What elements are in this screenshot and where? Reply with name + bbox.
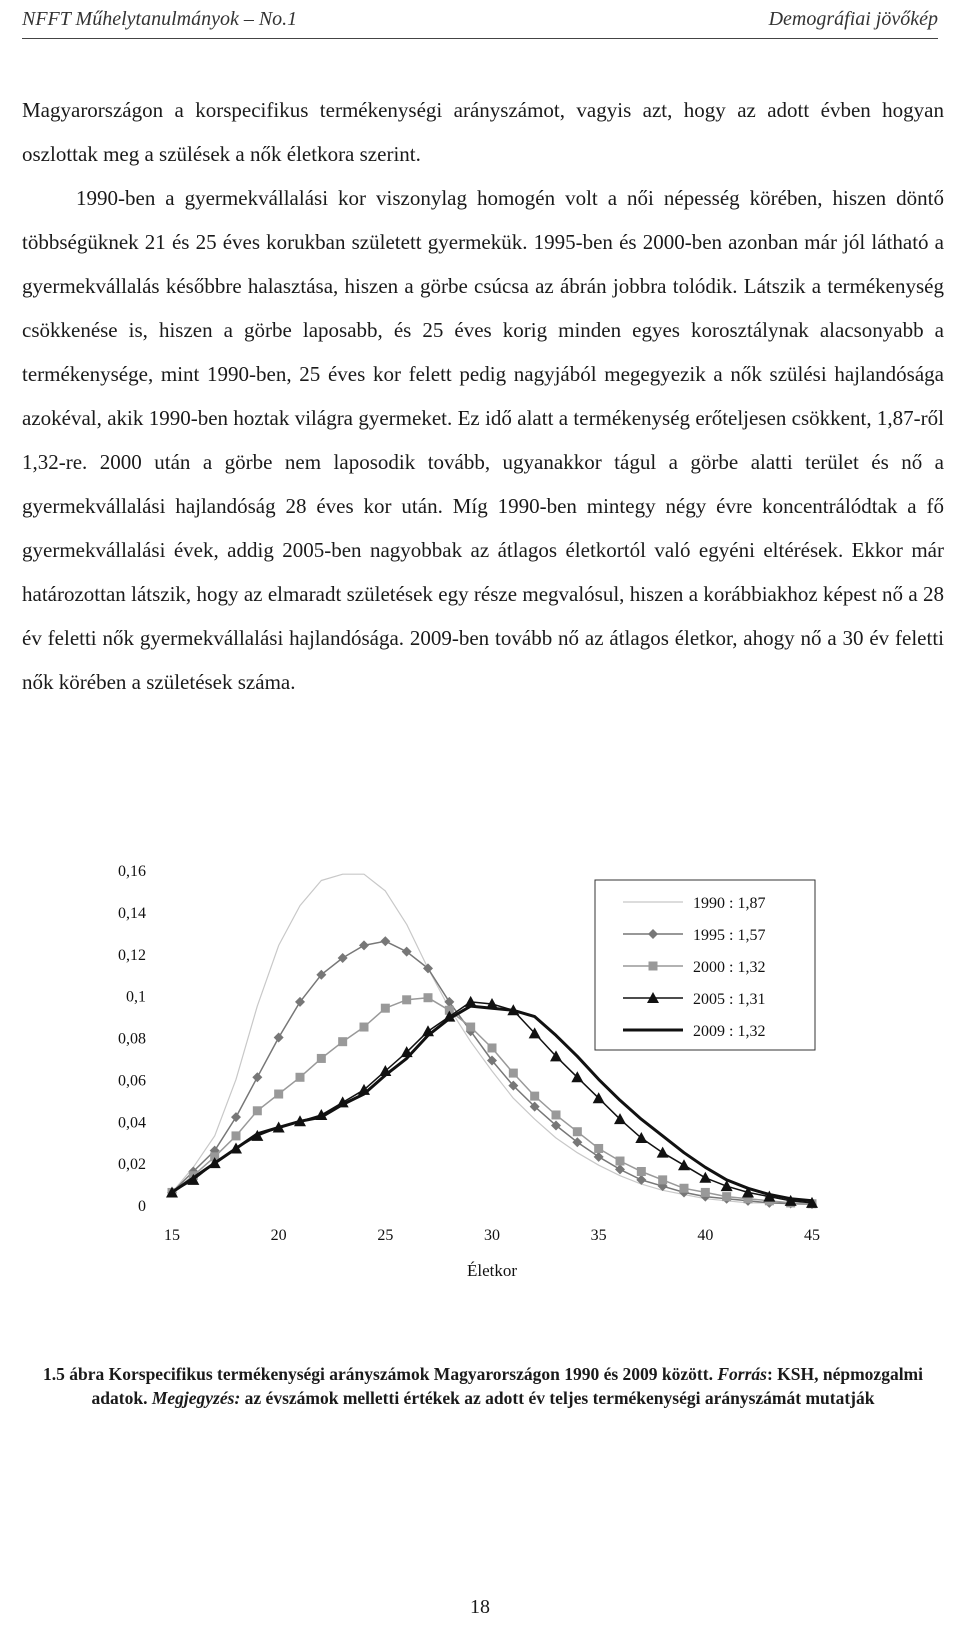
legend-marker: [649, 962, 658, 971]
x-tick-label: 40: [697, 1227, 714, 1244]
data-point: [658, 1175, 667, 1184]
data-point: [701, 1188, 710, 1197]
legend-label: 2009 : 1,32: [693, 1023, 766, 1040]
data-point: [594, 1152, 604, 1162]
data-point: [657, 1147, 669, 1158]
data-point: [296, 1073, 305, 1082]
legend-label: 2000 : 1,32: [693, 959, 766, 976]
data-point: [402, 995, 411, 1004]
data-point: [680, 1184, 689, 1193]
data-point: [466, 1023, 475, 1032]
legend-label: 1995 : 1,57: [693, 927, 766, 944]
y-tick-label: 0,02: [118, 1156, 146, 1174]
data-point: [338, 1037, 347, 1046]
caption-note-text: az évszámok melletti értékek az adott év teljes termékenységi arányszámát mutatják: [240, 1388, 875, 1408]
legend-label: 1990 : 1,87: [693, 895, 766, 912]
data-point: [380, 936, 390, 946]
y-tick-label: 0,12: [118, 946, 146, 964]
data-point: [722, 1192, 731, 1201]
data-point: [573, 1127, 582, 1136]
paragraph-2: 1990-ben a gyermekvállalási kor viszonylag homogén volt a női népesség körében, hiszen döntő többségüknek 21 és 25 éves korukban született gyermekük. 1995-ben és 2000-ben azonban már jól látható a gyermekvállalás későbbre halasztása, hiszen a görbe csúcsa az ábrán jobbra tolódik. Látszik a termékenység csökkenése is, hiszen a görbe laposabb, és 25 éves korig minden egyes korosztálynak alacsonyabb a termékenysége, mint 1990-ben, 25 éves kor felett pedig nagyjából megegyezik a nők szülési hajlandósága azokéval, akik 1990-ben hoztak világra gyermeket. Ez idő alatt a termékenység erőteljesen csökkent, 1,87-ről 1,32-re. 2000 után a görbe nem laposodik tovább, ugyanakkor tágul a görbe alatti terület és nő a gyermekvállalási hajlandóság 28 éves kor után. Míg 1990-ben mintegy négy évre koncentrálódtak a fő gyermekvállalási évek, addig 2005-ben nagyobbak az átlagos életkortól való egyéni eltérések. Ekkor már határozottan látszik, hogy az elmaradt születések egy része megvalósul, hiszen a korábbiakhoz képest nő a 28 év feletti nők gyermekvállalási hajlandósága. 2009-ben tovább nő az átlagos életkor, ahogy nő a 30 év feletti nők körében a születések száma.: [22, 186, 944, 694]
chart-svg: [100, 863, 860, 1340]
data-point: [359, 940, 369, 950]
data-point: [253, 1106, 262, 1115]
x-axis-label: Életkor: [466, 1261, 518, 1280]
body-text: [22, 88, 944, 704]
header-right: Demográfiai jövőkép: [768, 7, 938, 30]
y-tick-label: 0,06: [118, 1072, 146, 1090]
data-point: [530, 1092, 539, 1101]
caption-note-label: Megjegyzés:: [151, 1388, 241, 1408]
x-tick-label: 25: [377, 1227, 394, 1244]
data-point: [615, 1164, 625, 1174]
data-point: [616, 1157, 625, 1166]
running-header: [22, 0, 938, 39]
data-point: [637, 1167, 646, 1176]
x-tick-label: 35: [590, 1227, 607, 1244]
data-point: [488, 1043, 497, 1052]
figure-caption: [22, 1362, 944, 1410]
data-point: [274, 1033, 284, 1043]
caption-source-text: : KSH, népmozgalmi adatok.: [91, 1364, 923, 1408]
data-point: [252, 1072, 262, 1082]
data-point: [594, 1144, 603, 1153]
data-point: [274, 1090, 283, 1099]
y-tick-label: 0,1: [126, 988, 146, 1006]
data-point: [317, 1054, 326, 1063]
caption-label: 1.5 ábra Korspecifikus termékenységi arányszámok Magyarországon 1990 és 2009 között.: [43, 1364, 713, 1384]
data-point: [360, 1023, 369, 1032]
data-point: [678, 1159, 690, 1170]
x-tick-label: 20: [270, 1227, 287, 1244]
fertility-chart: [100, 863, 860, 1340]
data-point: [232, 1131, 241, 1140]
y-tick-label: 0,08: [118, 1030, 146, 1048]
data-point: [231, 1112, 241, 1122]
data-point: [444, 997, 454, 1007]
x-tick-label: 45: [804, 1227, 820, 1244]
data-point: [381, 1004, 390, 1013]
data-point: [424, 993, 433, 1002]
caption-source-label: Forrás: [717, 1364, 767, 1384]
y-tick-label: 0,04: [118, 1114, 146, 1132]
x-tick-label: 15: [164, 1227, 180, 1244]
y-tick-label: 0,16: [118, 863, 146, 880]
x-tick-label: 30: [484, 1227, 500, 1244]
y-tick-label: 0,14: [118, 904, 146, 922]
y-tick-label: 0: [138, 1198, 146, 1215]
data-point: [509, 1069, 518, 1078]
page-number: 18: [470, 1596, 490, 1618]
legend-label: 2005 : 1,31: [693, 991, 766, 1008]
data-point: [552, 1110, 561, 1119]
paragraph-1: Magyarországon a korspecifikus termékenységi arányszámot, vagyis azt, hogy az adott évben hogyan oszlottak meg a szülések a nők életkora szerint.: [22, 98, 944, 166]
data-point: [699, 1172, 711, 1183]
header-left: NFFT Műhelytanulmányok – No.1: [22, 7, 298, 30]
